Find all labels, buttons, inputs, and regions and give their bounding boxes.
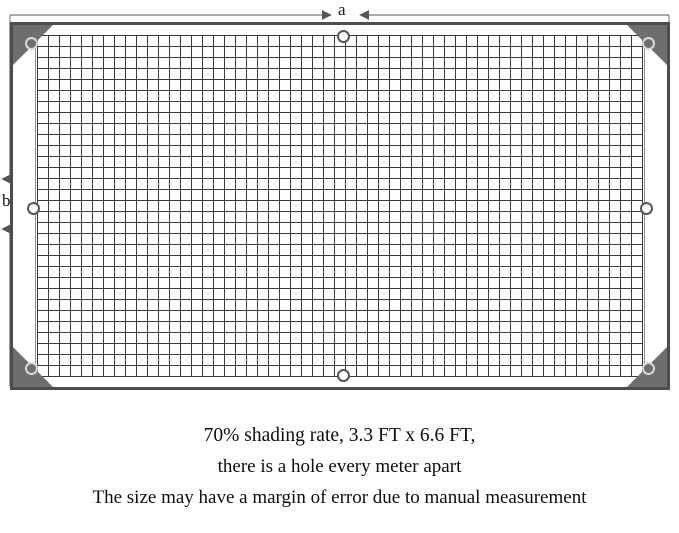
caption-line-2: there is a hole every meter apart bbox=[217, 456, 462, 477]
width-dimension-label: a bbox=[338, 0, 346, 19]
caption-line-3: The size may have a margin of error due to manual measurement bbox=[92, 487, 587, 508]
grommet-top-center bbox=[337, 30, 350, 43]
grommet-right-center bbox=[640, 202, 653, 215]
grommet-corner-top-left bbox=[25, 37, 38, 50]
shade-net-panel bbox=[10, 22, 670, 390]
height-dimension-label: b bbox=[2, 191, 11, 210]
grommet-bottom-center bbox=[337, 369, 350, 382]
grommet-corner-top-right bbox=[642, 37, 655, 50]
grommet-left-center bbox=[27, 202, 40, 215]
mesh-grid bbox=[37, 35, 643, 377]
caption-line-1: 70% shading rate, 3.3 FT x 6.6 FT, bbox=[203, 425, 476, 446]
caption-block bbox=[0, 420, 679, 513]
grommet-corner-bottom-right bbox=[642, 362, 655, 375]
grommet-corner-bottom-left bbox=[25, 362, 38, 375]
